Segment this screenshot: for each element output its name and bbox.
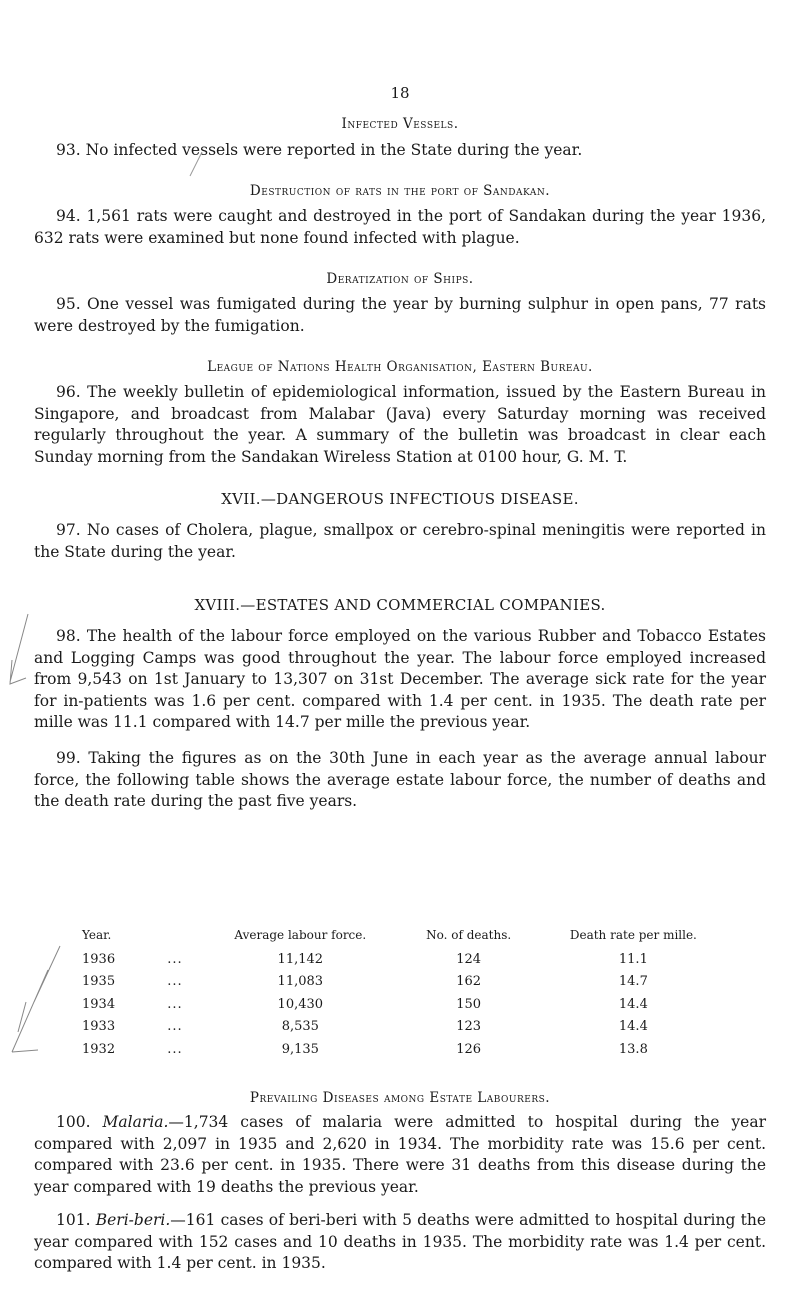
cell-leader: ...: [167, 1041, 183, 1057]
paragraph-96: 96. The weekly bulletin of epidemiological information, issued by the Eastern Bureau in Singapore, and broadcast from Malabar (Java) every Saturday morning was received regularly throughout the year. A summary of the bulletin was broadcast in clear each Sunday morning from the Sandakan Wireless Station at 0100 hour, G. M. T.: [34, 383, 766, 466]
disease-title: Beri-beri.: [95, 1211, 171, 1229]
heading-estates: XVIII.—ESTATES AND COMMERCIAL COMPANIES.: [194, 596, 606, 614]
pencil-mark: [8, 942, 68, 1062]
cell-deaths: 162: [456, 974, 482, 990]
heading-prevailing-diseases: Prevailing Diseases among Estate Labourers.: [249, 1090, 551, 1106]
col-average-labour: Average labour force.: [234, 928, 367, 942]
cell-leader: ...: [167, 974, 183, 990]
cell-force: 11,083: [277, 974, 324, 990]
col-year: Year.: [82, 928, 112, 942]
paragraph-95: 95. One vessel was fumigated during the year by burning sulphur in open pans, 77 rats were destroyed by the fumigation.: [34, 295, 766, 335]
cell-rate: 14.7: [618, 974, 648, 990]
cell-rate: 14.4: [618, 1019, 648, 1035]
heading-league-of-nations: League of Nations Health Organisation, Eastern Bureau.: [207, 359, 593, 375]
paragraph-number: 101.: [56, 1211, 91, 1229]
table-row: [82, 993, 732, 1016]
paragraph-text: —161 cases of beri-beri with 5 deaths were admitted to hospital during the year compared with 152 cases and 10 deaths in 1935. The morbidity rate was 1.4 per cent. compared with 1.4 per cent. in 1935.: [34, 1211, 766, 1272]
cell-year: 1936: [82, 951, 116, 967]
cell-year: 1933: [82, 1019, 116, 1035]
paragraph-100: [34, 1112, 766, 1198]
table-row: [82, 1016, 732, 1039]
table-row: [82, 1038, 732, 1061]
cell-force: 9,135: [281, 1041, 319, 1057]
paragraph-101: [34, 1210, 766, 1275]
cell-leader: ...: [167, 951, 183, 967]
paragraph-text: —1,734 cases of malaria were admitted to hospital during the year compared with 2,097 in 1935 and 2,620 in 1934. The morbidity rate was 15.6 per cent. compared with 23.6 per cent. in 1935. There were 31 deaths from this disease during the year compared with 19 deaths the previous year.: [34, 1113, 766, 1196]
table-row: [82, 971, 732, 994]
col-death-rate: Death rate per mille.: [569, 928, 697, 942]
heading-deratization: Deratization of Ships.: [326, 271, 474, 287]
col-deaths: No. of deaths.: [426, 928, 512, 942]
cell-deaths: 126: [456, 1041, 482, 1057]
table-row: [82, 948, 732, 971]
disease-title: Malaria.: [102, 1113, 169, 1131]
page-number: 18: [390, 84, 410, 102]
pencil-mark: [180, 150, 210, 180]
cell-year: 1932: [82, 1041, 116, 1057]
paragraph-93: 93. No infected vessels were reported in the State during the year.: [56, 141, 583, 159]
cell-rate: 13.8: [618, 1041, 648, 1057]
cell-force: 8,535: [281, 1019, 319, 1035]
paragraph-98: 98. The health of the labour force employed on the various Rubber and Tobacco Estates and Logging Camps was good throughout the year. The labour force employed increased from 9,543 on 1st January to 13,307 on 31st December. The average sick rate for the year for in-patients was 1.6 per cent. compared with 1.4 per cent. in 1935. The death rate per mille was 11.1 compared with 14.7 per mille the previous year.: [34, 627, 766, 731]
cell-deaths: 123: [456, 1019, 482, 1035]
paragraph-99: 99. Taking the figures as on the 30th June in each year as the average annual labour force, the following table shows the average estate labour force, the number of deaths and the death rate during the past five years.: [34, 749, 766, 810]
heading-rat-destruction: Destruction of rats in the port of Sandakan.: [249, 183, 551, 199]
pencil-mark: [4, 612, 32, 692]
labour-force-table: [82, 928, 732, 1061]
paragraph-97: 97. No cases of Cholera, plague, smallpox or cerebro-spinal meningitis were reported in the State during the year.: [34, 521, 766, 561]
cell-rate: 14.4: [618, 996, 648, 1012]
heading-dangerous-disease: XVII.—DANGEROUS INFECTIOUS DISEASE.: [221, 490, 579, 508]
cell-rate: 11.1: [618, 951, 648, 967]
cell-deaths: 124: [456, 951, 482, 967]
cell-deaths: 150: [456, 996, 482, 1012]
heading-infected-vessels: Infected Vessels.: [341, 116, 459, 132]
cell-leader: ...: [167, 996, 183, 1012]
cell-leader: ...: [167, 1019, 183, 1035]
paragraph-number: 100.: [56, 1113, 91, 1131]
paragraph-94: 94. 1,561 rats were caught and destroyed in the port of Sandakan during the year 1936, 632 rats were examined but none found infected with plague.: [34, 207, 766, 247]
cell-year: 1934: [82, 996, 116, 1012]
cell-force: 11,142: [277, 951, 324, 967]
cell-force: 10,430: [277, 996, 324, 1012]
cell-year: 1935: [82, 974, 116, 990]
table-header-row: [82, 928, 732, 948]
